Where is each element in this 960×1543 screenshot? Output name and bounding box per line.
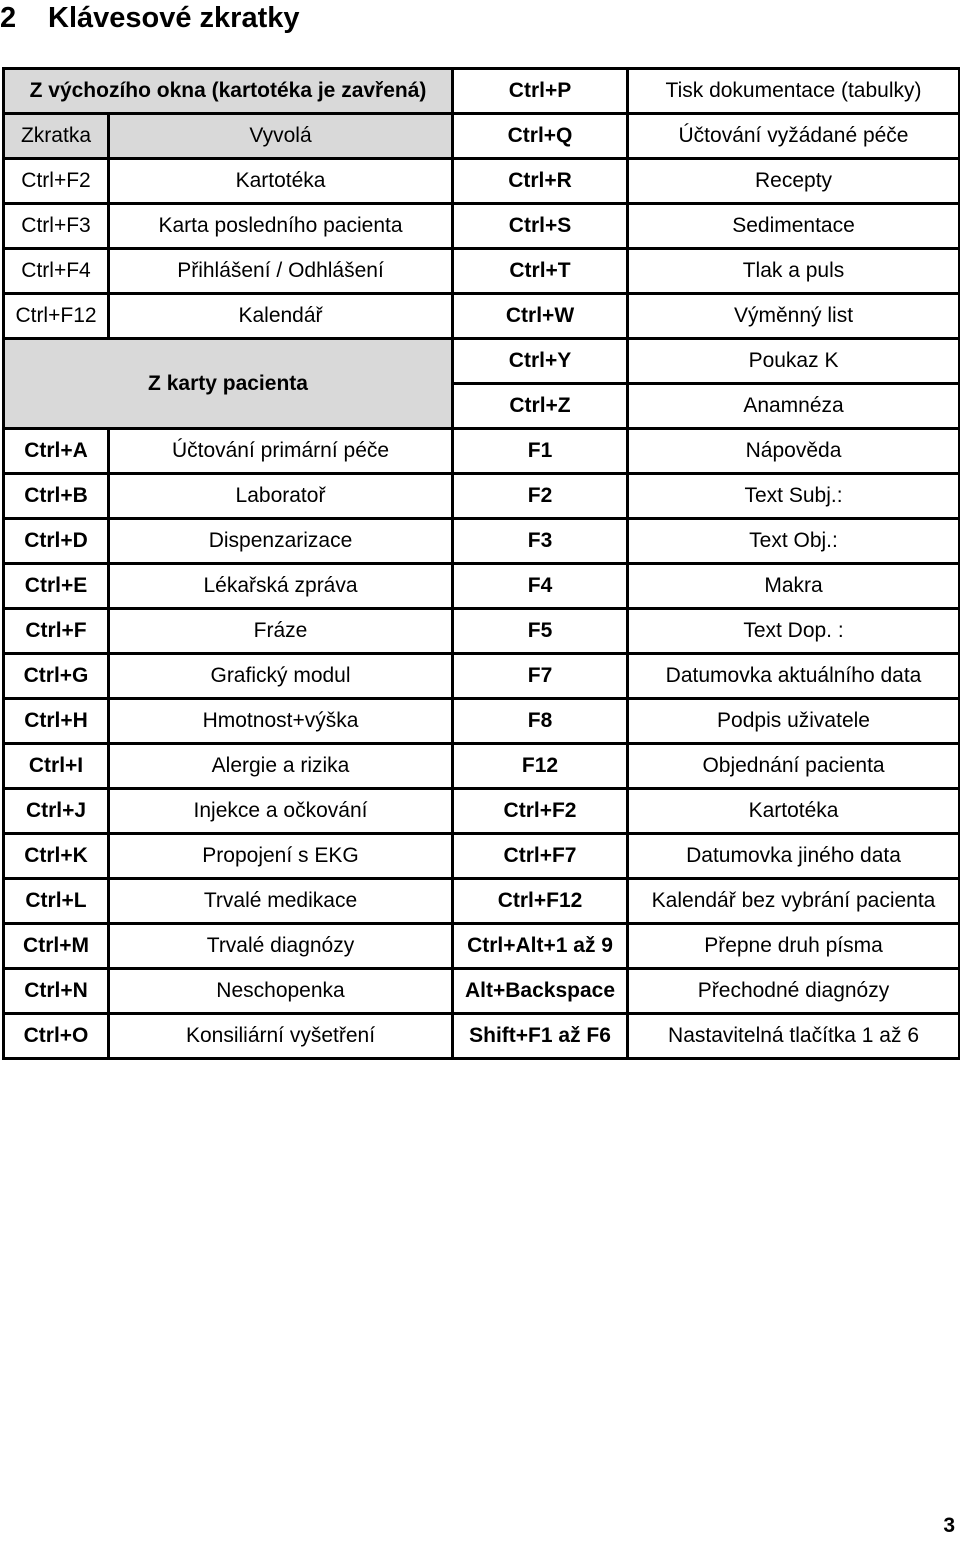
table-row — [4, 204, 960, 249]
table-row — [4, 249, 960, 294]
shortcut-action: Výměnný list — [628, 294, 960, 339]
shortcut-action: Grafický modul — [109, 654, 453, 699]
shortcut-key: F7 — [453, 654, 628, 699]
shortcut-action: Datumovka jiného data — [628, 834, 960, 879]
shortcut-key: Ctrl+B — [4, 474, 109, 519]
shortcut-action: Makra — [628, 564, 960, 609]
table-row — [4, 834, 960, 879]
shortcut-key: Ctrl+Q — [453, 114, 628, 159]
shortcut-action: Trvalé medikace — [109, 879, 453, 924]
shortcut-key: Ctrl+F2 — [4, 159, 109, 204]
shortcut-action: Nastavitelná tlačítka 1 až 6 — [628, 1014, 960, 1059]
table-row — [4, 789, 960, 834]
shortcut-key: F4 — [453, 564, 628, 609]
shortcut-key: Ctrl+P — [453, 69, 628, 114]
table-row — [4, 969, 960, 1014]
section-title-default-window: Z výchozího okna (kartotéka je zavřená) — [4, 69, 453, 114]
table-row — [4, 564, 960, 609]
shortcuts-table — [2, 67, 960, 1060]
shortcut-action: Podpis uživatele — [628, 699, 960, 744]
shortcut-key: F3 — [453, 519, 628, 564]
shortcut-action: Účtování primární péče — [109, 429, 453, 474]
shortcut-action: Propojení s EKG — [109, 834, 453, 879]
shortcut-action: Přepne druh písma — [628, 924, 960, 969]
shortcut-action: Nápověda — [628, 429, 960, 474]
table-row — [4, 519, 960, 564]
shortcut-key: Ctrl+K — [4, 834, 109, 879]
shortcut-key: Ctrl+D — [4, 519, 109, 564]
table-row — [4, 924, 960, 969]
shortcut-action: Text Obj.: — [628, 519, 960, 564]
shortcut-key: Ctrl+A — [4, 429, 109, 474]
shortcut-key: Ctrl+T — [453, 249, 628, 294]
shortcut-key: Ctrl+F — [4, 609, 109, 654]
shortcut-action: Přihlášení / Odhlášení — [109, 249, 453, 294]
shortcut-key: Ctrl+G — [4, 654, 109, 699]
shortcut-action: Laboratoř — [109, 474, 453, 519]
shortcut-action: Kalendář bez vybrání pacienta — [628, 879, 960, 924]
shortcut-key: Ctrl+F7 — [453, 834, 628, 879]
shortcut-action: Tlak a puls — [628, 249, 960, 294]
shortcut-action: Poukaz K — [628, 339, 960, 384]
shortcut-key: Ctrl+Y — [453, 339, 628, 384]
shortcut-action: Trvalé diagnózy — [109, 924, 453, 969]
table-row — [4, 744, 960, 789]
table-row — [4, 609, 960, 654]
shortcut-key: Ctrl+Alt+1 až 9 — [453, 924, 628, 969]
shortcut-key: Ctrl+R — [453, 159, 628, 204]
shortcut-action: Injekce a očkování — [109, 789, 453, 834]
shortcut-key: Ctrl+O — [4, 1014, 109, 1059]
shortcut-key: F2 — [453, 474, 628, 519]
shortcut-key: Ctrl+F3 — [4, 204, 109, 249]
shortcut-action: Anamnéza — [628, 384, 960, 429]
shortcut-key: Ctrl+F12 — [4, 294, 109, 339]
shortcut-action: Objednání pacienta — [628, 744, 960, 789]
shortcut-action: Fráze — [109, 609, 453, 654]
shortcut-key: F12 — [453, 744, 628, 789]
table-row — [4, 879, 960, 924]
shortcut-action: Přechodné diagnózy — [628, 969, 960, 1014]
shortcut-key: F8 — [453, 699, 628, 744]
page-number: 3 — [943, 1514, 955, 1537]
shortcut-action: Text Dop. : — [628, 609, 960, 654]
table-row — [4, 69, 960, 114]
shortcut-key: Ctrl+N — [4, 969, 109, 1014]
shortcut-action: Karta posledního pacienta — [109, 204, 453, 249]
shortcut-key: Ctrl+L — [4, 879, 109, 924]
shortcut-action: Alergie a rizika — [109, 744, 453, 789]
shortcut-action: Kartotéka — [628, 789, 960, 834]
shortcut-key: Alt+Backspace — [453, 969, 628, 1014]
table-row — [4, 654, 960, 699]
section-title: Klávesové zkratky — [48, 2, 300, 34]
shortcut-key: Ctrl+E — [4, 564, 109, 609]
shortcut-key: Ctrl+J — [4, 789, 109, 834]
shortcut-action: Neschopenka — [109, 969, 453, 1014]
table-row — [4, 339, 960, 384]
shortcut-action: Kalendář — [109, 294, 453, 339]
shortcut-key: Ctrl+F2 — [453, 789, 628, 834]
shortcut-key: Ctrl+F12 — [453, 879, 628, 924]
shortcut-action: Datumovka aktuálního data — [628, 654, 960, 699]
table-row — [4, 294, 960, 339]
shortcut-action: Tisk dokumentace (tabulky) — [628, 69, 960, 114]
section-number: 2 — [0, 2, 17, 34]
shortcut-action: Text Subj.: — [628, 474, 960, 519]
shortcut-action: Sedimentace — [628, 204, 960, 249]
table-row — [4, 114, 960, 159]
table-row — [4, 699, 960, 744]
shortcut-action: Účtování vyžádané péče — [628, 114, 960, 159]
shortcut-key: Ctrl+H — [4, 699, 109, 744]
shortcut-action: Recepty — [628, 159, 960, 204]
shortcut-key: F5 — [453, 609, 628, 654]
shortcut-key: Ctrl+M — [4, 924, 109, 969]
shortcut-action: Dispenzarizace — [109, 519, 453, 564]
table-row — [4, 429, 960, 474]
table-row — [4, 1014, 960, 1059]
shortcut-key: F1 — [453, 429, 628, 474]
shortcut-key: Ctrl+I — [4, 744, 109, 789]
shortcut-key: Ctrl+S — [453, 204, 628, 249]
shortcut-action: Hmotnost+výška — [109, 699, 453, 744]
shortcut-action: Konsiliární vyšetření — [109, 1014, 453, 1059]
section-title-patient-card: Z karty pacienta — [4, 339, 453, 429]
shortcut-key: Ctrl+F4 — [4, 249, 109, 294]
table-row — [4, 474, 960, 519]
column-header-key: Zkratka — [4, 114, 109, 159]
shortcut-key: Ctrl+W — [453, 294, 628, 339]
shortcut-action: Lékařská zpráva — [109, 564, 453, 609]
shortcut-action: Kartotéka — [109, 159, 453, 204]
shortcut-key: Ctrl+Z — [453, 384, 628, 429]
column-header-action: Vyvolá — [109, 114, 453, 159]
table-row — [4, 159, 960, 204]
shortcut-key: Shift+F1 až F6 — [453, 1014, 628, 1059]
section-heading — [0, 0, 300, 36]
